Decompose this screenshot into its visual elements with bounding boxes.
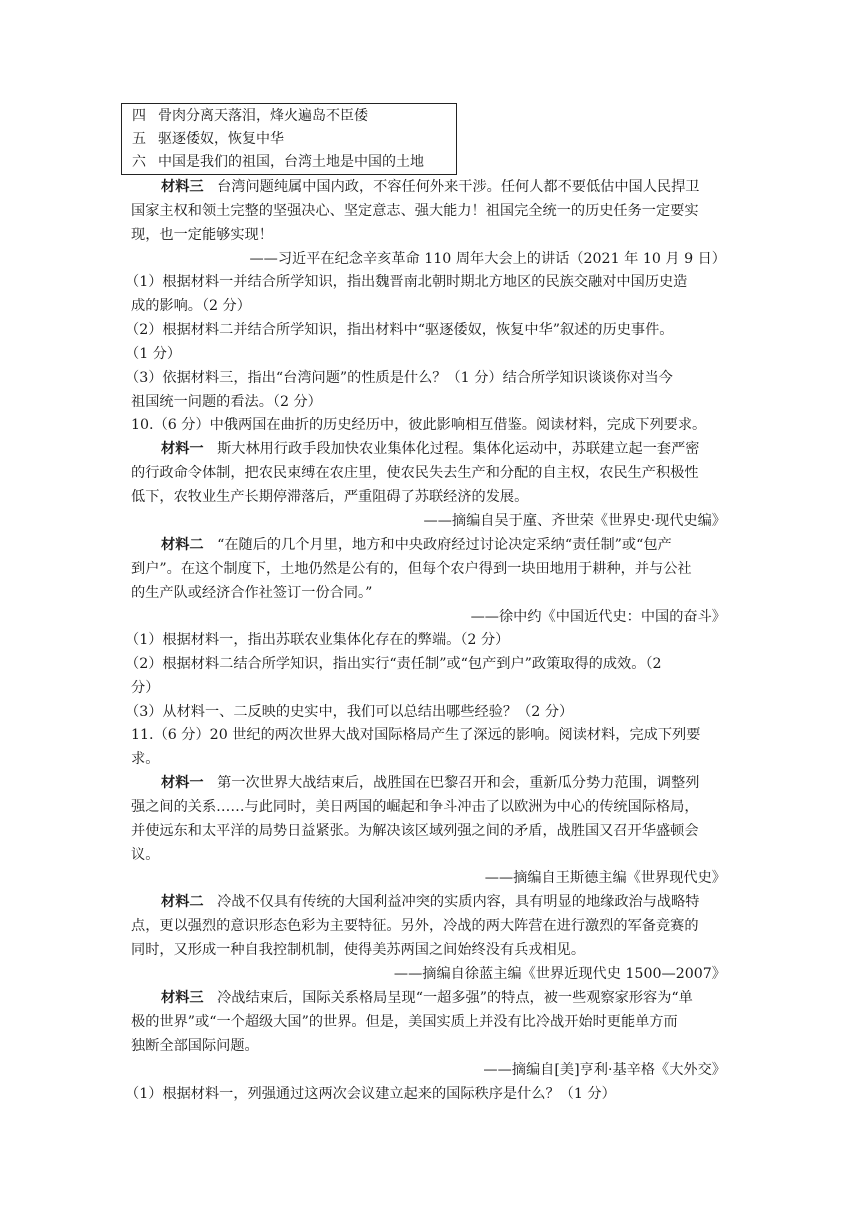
- q9-subquestion-3: （3）依据材料三，指出“台湾问题”的性质是什么？（1 分）结合所学知识谈谈你对当今: [125, 370, 673, 386]
- q11-material1-line: 强之间的关系……与此同时，美日两国的崛起和争斗冲击了以欧洲为中心的传统国际格局，: [131, 799, 699, 815]
- table-row: [132, 106, 368, 126]
- table-row: [132, 129, 284, 149]
- q11-material1-line: 并使远东和太平洋的局势日益紧张。为解决该区域列强之间的矛盾，战胜国又召开华盛顿会: [131, 823, 699, 839]
- slogan-table: [121, 103, 457, 175]
- row-number: 四: [132, 108, 146, 124]
- q9-subquestion-3-cont: 祖国统一问题的看法。（2 分）: [131, 394, 322, 410]
- q10-subquestion-1: （1）根据材料一，指出苏联农业集体化存在的弊端。（2 分）: [125, 632, 510, 648]
- q11-material3-source: ——摘编自[美]亨利·基辛格《大外交》: [483, 1062, 726, 1078]
- q11-material3-line: [161, 988, 693, 1008]
- table-row: [132, 152, 424, 172]
- material-text: 冷战结束后，国际关系格局呈现“一超多强”的特点，被一些观察家形容为“单: [217, 990, 693, 1006]
- q9-subquestion-1: （1）根据材料一并结合所学知识，指出魏晋南北朝时期北方地区的民族交融对中国历史造: [125, 274, 688, 290]
- q9-subquestion-2: （2）根据材料二并结合所学知识，指出材料中“驱逐倭奴，恢复中华”叙述的历史事件。: [125, 322, 674, 338]
- q11-material1-source: ——摘编自王斯德主编《世界现代史》: [484, 870, 726, 886]
- material-text: 第一次世界大战结束后，战胜国在巴黎召开和会，重新瓜分势力范围，调整列: [217, 775, 700, 791]
- material-text: “在随后的几个月里，地方和中央政府经过讨论决定采纳“责任制”或“包产: [217, 537, 672, 553]
- q9-subquestion-2-cont: （1 分）: [125, 346, 182, 362]
- material-label: 材料一: [161, 441, 204, 457]
- q10-stem: 10.（6 分）中俄两国在曲折的历史经历中，彼此影响相互借鉴。阅读材料，完成下列要求。: [131, 417, 707, 433]
- q10-material2-source: ——徐中约《中国近代史：中国的奋斗》: [470, 609, 726, 625]
- q10-subquestion-3: （3）从材料一、二反映的史实中，我们可以总结出哪些经验？（2 分）: [125, 704, 574, 720]
- q10-subquestion-2: （2）根据材料二结合所学知识，指出实行“责任制”或“包产到户”政策取得的成效。（2: [125, 656, 662, 672]
- q10-material1-source: ——摘编自吴于廑、齐世荣《世界史·现代史编》: [423, 513, 726, 529]
- material-label: 材料二: [161, 894, 204, 910]
- q9-material3-line: 现，也一定能够实现！: [131, 227, 273, 243]
- q9-material3-line: 国家主权和领土完整的坚强决心、坚定意志、强大能力！祖国完全统一的历史任务一定要实: [131, 203, 699, 219]
- q10-subquestion-2-cont: 分）: [131, 680, 160, 696]
- material-text: 斯大林用行政手段加快农业集体化过程。集体化运动中，苏联建立起一套严密: [217, 441, 700, 457]
- q11-stem-cont: 求。: [131, 751, 160, 767]
- q11-material3-line: 极的世界”或“一个超级大国”的世界。但是，美国实质上并没有比冷战开始时更能单方而: [131, 1014, 678, 1030]
- q11-material1-line: [161, 773, 700, 793]
- row-number: 五: [132, 131, 146, 147]
- q11-material1-line: 议。: [131, 847, 160, 863]
- q10-material2-line: [161, 535, 672, 555]
- row-text: 骨肉分离天落泪，烽火遍岛不臣倭: [158, 108, 368, 124]
- q9-subquestion-1-cont: 成的影响。（2 分）: [131, 298, 251, 314]
- q11-material3-line: 独断全部国际问题。: [131, 1038, 259, 1054]
- q11-material2-line: [161, 892, 700, 912]
- q11-stem: 11.（6 分）20 世纪的两次世界大战对国际格局产生了深远的影响。阅读材料，完成下列要: [131, 727, 701, 743]
- q10-material1-line: 的行政命令体制，把农民束缚在农庄里，使农民失去生产和分配的自主权，农民生产积极性: [131, 465, 699, 481]
- q9-material3-line: [161, 177, 700, 197]
- q10-material1-line: [161, 439, 700, 459]
- row-text: 驱逐倭奴，恢复中华: [158, 131, 284, 147]
- material-label: 材料二: [161, 537, 204, 553]
- q10-material1-line: 低下，农牧业生产长期停滞落后，严重阻碍了苏联经济的发展。: [131, 489, 529, 505]
- row-number: 六: [132, 154, 146, 170]
- material-label: 材料三: [161, 990, 204, 1006]
- q11-material2-source: ——摘编自徐蓝主编《世界近现代史 1500—2007》: [393, 966, 726, 982]
- material-text: 台湾问题纯属中国内政，不容任何外来干涉。任何人都不要低估中国人民捍卫: [217, 179, 700, 195]
- q10-material2-line: 到户”。在这个制度下，土地仍然是公有的，但每个农户得到一块田地用于耕种，并与公社: [131, 561, 692, 577]
- material-label: 材料三: [161, 179, 204, 195]
- q11-subquestion-1: （1）根据材料一，列强通过这两次会议建立起来的国际秩序是什么？（1 分）: [125, 1086, 616, 1102]
- q11-material2-line: 同时，又形成一种自我控制机制，使得美苏两国之间始终没有兵戎相见。: [131, 942, 586, 958]
- q11-material2-line: 点，更以强烈的意识形态色彩为主要特征。另外，冷战的两大阵营在进行激烈的军备竞赛的: [131, 918, 699, 934]
- material-text: 冷战不仅具有传统的大国利益冲突的实质内容，具有明显的地缘政治与战略特: [217, 894, 700, 910]
- q10-material2-line: 的生产队或经济合作社签订一份合同。”: [131, 585, 373, 601]
- q9-material3-source: ——习近平在纪念辛亥革命 110 周年大会上的讲话（2021 年 10 月 9 日）: [249, 251, 726, 267]
- material-label: 材料一: [161, 775, 204, 791]
- row-text: 中国是我们的祖国，台湾土地是中国的土地: [158, 154, 424, 170]
